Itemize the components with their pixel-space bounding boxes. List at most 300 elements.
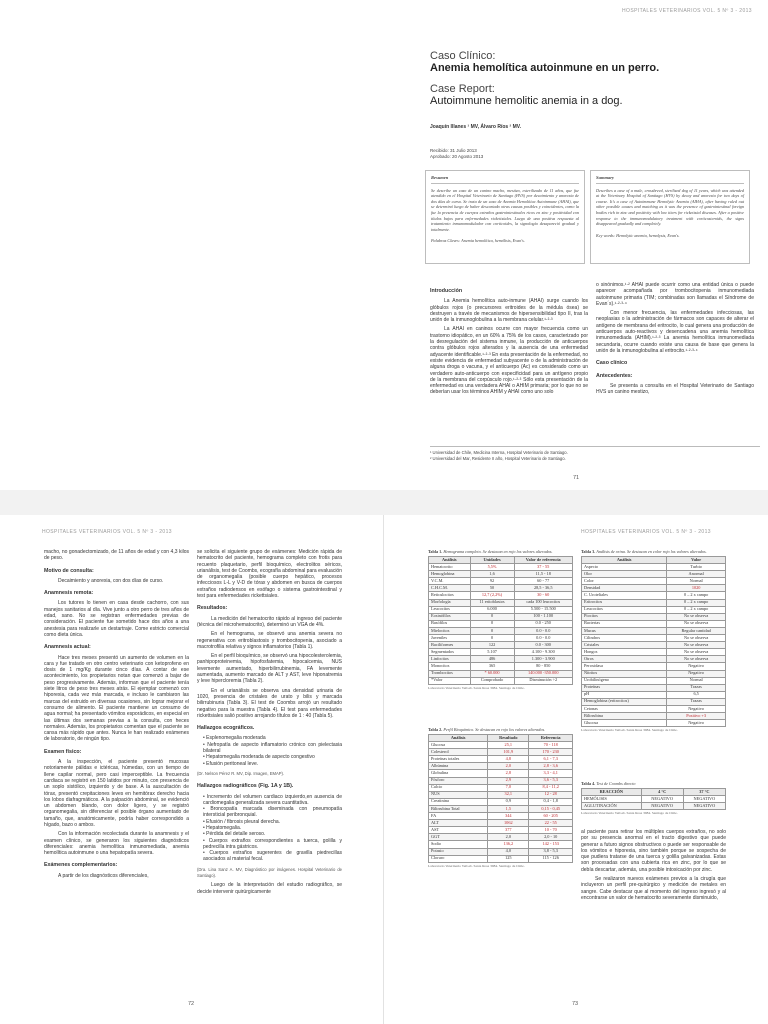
abstract-en — [590, 170, 750, 264]
table-cell: 10 - 70 — [529, 827, 573, 834]
table-row — [429, 848, 573, 855]
table-cell: Creatinina — [429, 798, 488, 805]
table-cell: 4.100 - 9.300 — [514, 649, 572, 656]
table-row — [582, 670, 726, 677]
table-cell: 486 — [470, 656, 514, 663]
table-cell: 2,0 — [488, 763, 529, 770]
table-1-block — [428, 549, 573, 690]
keywords-es: Palabras Claves: Anemia hemolítica, hemólisis, Evan's. — [431, 238, 525, 244]
table-cell: 28,5 - 36,5 — [514, 585, 572, 592]
table-row — [429, 606, 573, 613]
table-cell: V.C.M. — [429, 578, 471, 585]
table-header: Resultado — [488, 735, 529, 742]
p71-column-right — [596, 282, 754, 398]
table-cell: Hongos — [582, 649, 667, 656]
table-row — [429, 564, 573, 571]
table-cell: Juveniles — [429, 635, 471, 642]
running-header: HOSPITALES VETERINARIOS VOL. 5 Nº 3 - 2013 — [581, 529, 711, 535]
table-cell: Baciliformes — [429, 642, 471, 649]
table-cell: Negativo — [667, 670, 726, 677]
table-cell: 3,8 - 5,3 — [529, 848, 573, 855]
table-cell: 377 — [488, 827, 529, 834]
intro-paragraph: La AHAI en caninos ocurre con mayor frecuencia como un trastorno idiopático, en un 60% a 75% de los casos, caracterizado por la desregulación del sistema inmune, la producción de anticuerpos contra glóbulos rojos alterados y la ausencia de una enfermedad adyacente identificable.¹·²·³ En esta presentación de la enfermedad, no existe evidencia de enfermedad subyacente o de la administración de alguna droga o vacuna, y el anticuerpo (Ac) es considerado como un verdadero auto-anticuerpo con especificidad para un antígeno propio de la membrana del corpúsculo rojo.¹·²·³ Sólo esta presentación de la enfermedad es una verdadera AHAI o AHIM primaria; por lo que no se deberían usar los términos AHIM y AHAI como uno solo — [430, 326, 588, 396]
table-row — [429, 642, 573, 649]
list-item: • Pérdida del detalle seroso. — [203, 831, 342, 837]
body-paragraph: Hace tres meses presentó un aumento de volumen en la cara y fue tratado en otro centro veterinario con ketoprofeno en dosis de 1 mg/Kg durante cinco días. A contar de ese acontecimiento, los propietarios notan que comenzó a bajar de peso progresivamente. Además, informan que el paciente tenía siete litros de peso tres meses atrás. El ejemplar comenzó con hiporexia, cada vez más marcada, e incluso le cambiaron las marcas del estruido en diversas ocasiones, sin lograr mejorar el consumo de alimento. El paciente mantiene un consumo de agua normal; ha presentado vómitos esporádicos, en especial en las últimas dos semanas previas a la consulta, con heces normales. Además, los propietarios comentan que el paciente se cansa más rápido que antes. Nunca le han realizado exámenes de laboratorio, de ningún tipo. — [44, 654, 189, 743]
article-title-es: Anemia hemolítica autoinmune en un perro. — [430, 62, 660, 74]
keywords-en: Key words: Hemolytic anemia, hemolysis, Evan's. — [596, 232, 680, 238]
table-cell: No se observa — [667, 613, 726, 620]
body-paragraph: Los tutores lo tienen en casa desde cachorro, con sus manejos sanitarios al día. Vive junto a otro perro de tres años de edad, sano. No se registran enfermedades previas de consideración. El paciente fue sometido hace dos años a una anestesia para realizarle un destartraje. Come estricto comercial como dieta única. — [44, 600, 189, 638]
table-cell: Morfología — [429, 599, 471, 606]
table-row — [582, 599, 726, 606]
table-cell: Anormal — [667, 571, 726, 578]
abstract-en-text: Describes a case of a male, crossbreed, sterilized dog of 11 years, which was attended at the Veterinary Hospital of Santiago (HVS) by decay and anorexia for two days of course. It's a case of Autoimmune Hemolytic Anemia (AIHA), after having ruled out other possible causes and matching as it was the presence of gastrointestinal foreign bodies rich in zinc and positivity with low titers for rickettsial diseases. After a positive response to the immunomodulatory treatment with corticosteroids, the signs disappeared gradually and completely. — [596, 187, 744, 227]
table-cell: 12 - 28 — [529, 791, 573, 798]
table-cell: Trombocitos — [429, 670, 471, 677]
table-row — [582, 592, 726, 599]
table-cell: Segmentados — [429, 649, 471, 656]
article-title-block — [430, 50, 750, 107]
rx-list — [203, 794, 342, 863]
table-row — [429, 798, 573, 805]
table-cell: Mielocitos — [429, 627, 471, 634]
list-item: • Nefropatía de aspecto inflamatorio crónico con pielectasia bilateral — [203, 742, 342, 755]
table-cell: Otros — [582, 656, 667, 663]
table-cell: Calcio — [429, 784, 488, 791]
table-cell: 50 — [470, 585, 514, 592]
table-3-source: Laboratorio Veterinario VetLab. Santa Rosa 3984. Santiago de Chile. — [581, 728, 678, 733]
page-number: 71 — [573, 475, 580, 481]
table-cell: 0.0 - 300 — [514, 642, 572, 649]
table-row — [582, 713, 726, 720]
table-cell: 6,5 — [667, 691, 726, 698]
table-cell: 0.0 - 250 — [514, 620, 572, 627]
table-2-body — [429, 742, 573, 863]
body-paragraph: al paciente para retirar los múltiples cuerpos extraños, no solo por su presencia anormal en el tracto digestivo que puede generar a futuro signos obstructivos o puede ser responsable de los vómitos e hiporexia, sino también porque se sospecha de que pudiera tratarse de una tuerca y golilla galvanizadas. Estas son procesadas con una cubierta rica en zinc, por lo que se debía descartar, además, una posible intoxicación por zinc. — [581, 829, 726, 873]
table-cell: Trazas — [667, 698, 726, 705]
table-cell: Trazas — [667, 684, 726, 691]
table-cell: 7,0 — [488, 784, 529, 791]
table-cell: 125 — [488, 855, 529, 862]
table-2-source: Laboratorio Veterinario VetLab. Santa Rosa 3984. Santiago de Chile. — [428, 863, 525, 868]
table-row — [582, 649, 726, 656]
table-row — [582, 585, 726, 592]
table-cell: Bilirrubina — [582, 713, 667, 720]
table-row — [429, 813, 573, 820]
table-row — [429, 627, 573, 634]
table-1-source: Laboratorio Veterinario VetLab. Santa Rosa 3984. Santiago de Chile. — [428, 685, 525, 690]
table-cell: 1.300 - 3.900 — [514, 656, 572, 663]
table-cell: 0 – 2 x campo — [667, 599, 726, 606]
table-cell: 140.000 -350.000 — [514, 670, 572, 677]
table-row — [582, 606, 726, 613]
body-paragraph: o sinónimos.¹·² AHAI puede ocurrir como una entidad única o puede aparecer acompañada por trombocitopenia inmunomediada autoinmune primaria (TIM; combinadas son llamadas el Síndrome de Evan´s).¹·²·³·⁴ — [596, 282, 754, 307]
table-cell: 122 — [470, 642, 514, 649]
table-row — [582, 635, 726, 642]
complementarios-heading: Exámenes complementarios: — [44, 862, 118, 869]
table-cell: ALT — [429, 820, 488, 827]
table-row — [429, 670, 573, 677]
table-cell: Fósforo — [429, 777, 488, 784]
table-row — [582, 663, 726, 670]
abstract-es — [425, 170, 585, 264]
table-cell: 1,5 — [488, 805, 529, 812]
rx-credit: (Dra. Lina Sanz A. MV, Diagnóstico por imágenes. Hospital Veterinario de Santiago). — [197, 866, 342, 879]
table-cell: NEGATIVO — [641, 803, 683, 810]
table-cell: Aspecto — [582, 564, 667, 571]
table-cell: Basófilos — [429, 620, 471, 627]
table-cell: 1062 — [488, 820, 529, 827]
table-cell: 0 – 2 x campo — [667, 606, 726, 613]
table-cell: 3,3 - 4,1 — [529, 770, 573, 777]
table-cell: Hematocrito — [429, 564, 471, 571]
table-cell: Proteínas — [582, 684, 667, 691]
table-cell: 0.0 - 0.0 — [514, 635, 572, 642]
running-header: HOSPITALES VETERINARIOS VOL. 5 Nº 3 - 2013 — [42, 529, 172, 535]
table-row — [429, 571, 573, 578]
table-row — [582, 564, 726, 571]
table-row — [429, 820, 573, 827]
table-cell: C.H.C.M. — [429, 585, 471, 592]
table-cell: Sodio — [429, 841, 488, 848]
table-row — [582, 613, 726, 620]
table-cell: 0,4 - 1,8 — [529, 798, 573, 805]
table-cell: Hemoglobina — [429, 571, 471, 578]
table-row — [582, 803, 726, 810]
table-cell: Color — [582, 578, 667, 585]
table-row — [429, 635, 573, 642]
table-cell: Peroxidasa — [582, 663, 667, 670]
table-1-body — [429, 564, 573, 685]
table-cell: Bacterias — [582, 620, 667, 627]
body-paragraph: En el perfil bioquímico, se observó una hipocolesterolemia, panhipoproteinemia, hipofosfatemia, hipocalcemia, NUS levemente aumentado, hiperbilirrubinemia, FA levemente aumentada, aumento marcado de ALT y AST, leve hiponatremia y leve hipercloremia (Tabla 2). — [197, 653, 342, 685]
footnote: ¹ Universidad de Chile, Medicina Interna, Hospital Veterinario de Santiago. — [430, 450, 568, 455]
table-cell: C. Uroteliales — [582, 592, 667, 599]
table-cell: 70 - 118 — [529, 742, 573, 749]
intro-paragraph: La Anemia hemolítica auto-inmune (AHAI) surge cuando los glóbulos rojos (o precursores eritroides de la médula ósea) se destruyen a través de mecanismos de hipersensibilidad tipo II, tras la unión de la inmunoglobulina a la membrana celular.¹·²·³ — [430, 298, 588, 324]
body-paragraph: Se realizaron nuevos exámenes previos a la cirugía que incluyeron un perfil pre-quirúrgico y medición de metales en sangre. Cabe destacar que al momento del ingreso ingresó y al encontrarse un valor de hematocrito severamente disminuido, — [581, 876, 726, 901]
table-cell: Albúmina — [429, 763, 488, 770]
table-row — [582, 684, 726, 691]
table-cell: Leucocitos — [429, 606, 471, 613]
table-row — [582, 698, 726, 705]
table-header: Referencia — [529, 735, 573, 742]
table-row — [582, 620, 726, 627]
table-row — [582, 571, 726, 578]
table-cell: 80 - 850 — [514, 663, 572, 670]
table-cell: NEGATIVO — [683, 803, 725, 810]
table-cell: 37 - 55 — [514, 564, 572, 571]
table-row — [429, 777, 573, 784]
table-cell: Glucosa — [429, 742, 488, 749]
table-cell: 12,7 (2,2%) — [470, 592, 514, 599]
table-cell: 11,5 - 18 — [514, 571, 572, 578]
body-paragraph: A partir de los diagnósticos diferenciales, — [58, 872, 149, 879]
page-73 — [384, 515, 768, 1024]
table-cell: 0.0 - 0.0 — [514, 627, 572, 634]
table-cell: 2,8 - 3,6 — [529, 763, 573, 770]
table-row — [582, 656, 726, 663]
table-cell: 136,2 — [488, 841, 529, 848]
article-dates — [430, 148, 483, 160]
table-4-block — [581, 781, 726, 815]
table-cell: 3,6 - 5,3 — [529, 777, 573, 784]
abstract-es-heading: Resumen — [431, 175, 579, 184]
table-row — [429, 855, 573, 862]
table-row — [429, 663, 573, 670]
body-paragraph: macho, no gonadectomizado, de 11 años de edad y con 4,3 kilos de peso. — [44, 549, 189, 562]
table-cell: Cilindros — [582, 635, 667, 642]
list-item: • Hepatomegalia moderada de aspecto congestivo — [203, 754, 342, 760]
approved-date: Aprobado: 20 Agosto 2013 — [430, 154, 484, 159]
table-cell: Nitritos — [582, 670, 667, 677]
list-item: • Esplenomegalia moderada — [203, 735, 342, 741]
table-cell: Disminución ÷2 — [514, 677, 572, 684]
table-row — [429, 784, 573, 791]
table-row — [582, 796, 726, 803]
table-row — [429, 827, 573, 834]
running-header: HOSPITALES VETERINARIOS VOL. 5 Nº 3 - 2013 — [622, 8, 752, 14]
table-header: Valor — [667, 557, 726, 564]
article-title-en: Autoimmune hemolitic anemia in a dog. — [430, 95, 623, 107]
list-item: • Incremento del volumen cardiaco izquierdo,en ausencia de cardiomegalia generalizada severa cuantitativa. — [203, 794, 342, 807]
table-cell: Urobilinógeno — [582, 677, 667, 684]
table-cell: FA — [429, 813, 488, 820]
table-cell: 32,1 — [488, 791, 529, 798]
table-cell: Eritrocitos — [582, 599, 667, 606]
table-cell: 25,1 — [488, 742, 529, 749]
consulta-heading: Motivo de consulta: — [44, 567, 94, 574]
table-cell: 60 - 77 — [514, 578, 572, 585]
table-3-caption: Tabla 3. Análisis de orina. Se destacan en color rojo los valores alterados. — [581, 549, 707, 554]
table-row — [429, 841, 573, 848]
list-item: • Broncopatía marcada diseminada con pneumopatía intersticial peribronquial. — [203, 806, 342, 819]
table-row — [429, 599, 573, 606]
table-cell: Turbio — [667, 564, 726, 571]
table-4 — [581, 788, 726, 810]
table-cell: GGT — [429, 834, 488, 841]
table-cell: HEMÓLISIS — [582, 796, 642, 803]
antecedentes-heading: Antecedentes: — [596, 372, 633, 379]
table-row — [429, 649, 573, 656]
table-cell: NUS — [429, 791, 488, 798]
remota-heading: Anamnesis remota: — [44, 590, 94, 597]
page-72 — [0, 515, 384, 1024]
table-cell: Monocitos — [429, 663, 471, 670]
table-cell: Hemoglobina (eritrocitos) — [582, 698, 667, 705]
table-cell: 22 - 55 — [529, 820, 573, 827]
table-cell: 0 — [470, 613, 514, 620]
table-cell: * 60.000 — [470, 670, 514, 677]
table-cell: Bilirrubina Total — [429, 805, 488, 812]
table-2 — [428, 734, 573, 863]
table-cell: 6.000 — [470, 606, 514, 613]
list-item: • Cuerpos extraños correspondientes a tuerca, golilla y pedrecilla intra gástricos. — [203, 838, 342, 851]
intro-heading: Introducción — [430, 288, 463, 294]
table-3-block — [581, 549, 726, 732]
table-cell: Potasio — [429, 848, 488, 855]
footnotes — [430, 446, 760, 461]
table-cell: AGLUTINACIÓN — [582, 803, 642, 810]
table-cell: Negativo — [667, 663, 726, 670]
body-paragraph: A la inspección, el paciente presentó mucosas notoriamente pálidas e ictéricas, húmedas, con un tiempo de llene capilar normal, pero casi imperceptible. La frecuencia cardiaca se registró en 150 latidos por minuto, con presencia de un soplo sistólico, izquierdo y de base. A la auscultación de tórax, presentó crepitaciones leves en hemitórax derecho hacia los lobos diafragmáticos. A la palpación abdominal, se evidenció un abdomen blando, con dolor ligero, y se registró organomegalia, sin diferenciar el posible órgano aumentado de tamaño, que, anatómicamente, podría haber correspondido a hígado, bazo o ambos. — [44, 759, 189, 828]
table-2-caption: Tabla 2. Perfil Bioquímico. Se destacan en rojo los valores alterados. — [428, 727, 546, 732]
table-row — [429, 613, 573, 620]
table-cell: Negativo — [667, 705, 726, 712]
table-cell: No se observa — [667, 656, 726, 663]
table-cell: NEGATIVO — [683, 796, 725, 803]
table-row — [582, 677, 726, 684]
abstract-es-text: Se describe un caso de un canino macho, mestizo, esterilizado de 11 años, que fue atendido en el Hospital Veterinario de Santiago (HVS) por decaimiento y anorexia de dos días de curso. Se trata de un caso de Anemia Hemolítica Autoinmune (AHAI), que se determinó luego de haber descartado otras causas posibles y coincidentes, como la fue la presencia de cuerpos extraños gastrointestinales ricos en zinc y positividad con títulos bajos para enfermedades rickettsiales. Luego de una positiva respuesta al tratamiento inmunomodulador con corticoides, la signología desapareció gradual y totalmente. — [431, 187, 579, 232]
table-row — [582, 627, 726, 634]
actual-heading: Anamnesis actual: — [44, 644, 91, 651]
abstract-en-heading: Summary — [596, 175, 744, 184]
list-item: • Hepatomegalia. — [203, 825, 342, 831]
list-item: • Efusión peritoneal leve. — [203, 761, 342, 767]
table-row — [582, 705, 726, 712]
table-header: 37 °C — [683, 789, 725, 796]
kicker-es: Caso Clínico: — [430, 50, 496, 62]
footnote: ² Universidad del Mar, Residente II año, Hospital Veterinario de Santiago. — [430, 455, 566, 461]
table-cell: NEGATIVO — [641, 796, 683, 803]
table-cell: 30 - 60 — [514, 592, 572, 599]
table-row — [429, 620, 573, 627]
table-4-caption: Tabla 4. Test de Coombs directo — [581, 781, 636, 786]
table-header: 4 °C — [641, 789, 683, 796]
body-paragraph: Con la información recolectada durante la anamnesis y el examen clínico, se generaron los siguientes diagnósticos diferenciales: anemia hemolítica inmunomediada, anemia hemolítica autoinmune o una hepatopatía severa. — [44, 831, 189, 857]
received-date: Recibido: 31 Julio 2013 — [430, 148, 477, 153]
table-1-caption: Tabla 1. Hemograma completo. Se destacan en rojo los valores alterados. — [428, 549, 553, 554]
table-cell: Linfocitos — [429, 656, 471, 663]
table-row — [582, 720, 726, 727]
table-row — [582, 642, 726, 649]
table-row — [429, 592, 573, 599]
table-cell: Negativo — [667, 720, 726, 727]
table-cell: Leucocitos — [582, 606, 667, 613]
body-paragraph: Decaimiento y anorexia, con dos días de curso. — [58, 577, 164, 584]
case-heading: Caso clínico — [596, 360, 628, 367]
body-paragraph: Luego de la interpretación del estudio radiográfico, se decide intervenir quirúrgicamente — [197, 882, 342, 895]
resultados-heading: Resultados: — [197, 605, 228, 612]
table-cell: pH — [582, 691, 667, 698]
table-cell: 365 — [470, 663, 514, 670]
table-row — [582, 691, 726, 698]
table-cell: Regular cantidad — [667, 627, 726, 634]
table-cell: 11 eritoblastos — [470, 599, 514, 606]
table-cell: Globulina — [429, 770, 488, 777]
table-cell: 4,8 — [488, 756, 529, 763]
table-cell: *Valor — [429, 677, 471, 684]
table-cell: Comprobado — [470, 677, 514, 684]
table-cell: 1,6 — [470, 571, 514, 578]
body-paragraph: se solicita el siguiente grupo de exámenes: Medición rápida de hematocrito del paciente, hemograma completo con frotis para recuento plaquetario, perfil bioquímico, electrolitos séricos, urianálisis, test de Coombs, ecografía abdominal para evaluación de organomegalia (posible cuerpo hepático, procesos infecciosos L-L y V-D de tórax y abdomen en busca de cuerpos extraños radiodensos en esófago o sistema gastrointestinal y test para enfermedades rickettsiales. — [197, 549, 342, 600]
table-cell: 2,0 — [488, 834, 529, 841]
table-cell: Cetonas — [582, 705, 667, 712]
table-cell: Reticulocitos — [429, 592, 471, 599]
table-cell: 1020 — [667, 585, 726, 592]
table-cell: 170 - 230 — [529, 749, 573, 756]
table-3 — [581, 556, 726, 727]
table-cell: 0 – 2 x campo — [667, 592, 726, 599]
page-71 — [0, 0, 768, 490]
table-cell: Piocitos — [582, 613, 667, 620]
table-cell: 142 - 153 — [529, 841, 573, 848]
p71-column-left — [430, 282, 588, 399]
table-cell: Eosinófilos — [429, 613, 471, 620]
table-row — [429, 742, 573, 749]
table-cell: 344 — [488, 813, 529, 820]
table-cell: No se observa — [667, 642, 726, 649]
table-2-block — [428, 727, 573, 868]
table-cell: 0 — [470, 620, 514, 627]
body-paragraph: En el hemograma, se observó una anemia severa no regenerativa con eritroblastosis y trombocitopenia, asociado a macrotrofilia relativa y signos inflamatorios (Tabla 1). — [197, 631, 342, 650]
table-cell: No se observa — [667, 649, 726, 656]
eco-credit: (Dr. Nelson Pérez R. MV, Dip. Imagen, EMAP). — [197, 770, 285, 776]
table-cell: 4,0 — [488, 848, 529, 855]
table-row — [429, 656, 573, 663]
body-paragraph: La medición del hematocrito rápido al ingreso del paciente (técnica del microhematocrito), determinó un VGA de 4%. — [197, 615, 342, 628]
rx-heading: Hallazgos radiográficos (Fig. 1A y 1B). — [197, 783, 294, 790]
table-cell: 2,8 — [488, 770, 529, 777]
table-cell: 5.500 - 15.500 — [514, 606, 572, 613]
table-cell: cada 100 leucocitos — [514, 599, 572, 606]
table-cell: 0 — [470, 635, 514, 642]
table-cell: 92 — [470, 578, 514, 585]
body-paragraph: Se presenta a consulta en el Hospital Veterinario de Santiago HVS un canino mestizo, — [596, 382, 754, 396]
table-row — [429, 834, 573, 841]
table-row — [429, 770, 573, 777]
body-paragraph: Con menor frecuencia, las enfermedades infecciosas, las neoplasias o la administración de fármacos son capaces de alterar el antígeno de membrana del eritrocito, lo cual genera una producción de anticuerpos auto-reactivos y desencadena una anemia hemolítica inmunomediada (AHIM).¹·²·³ La anemia hemolítica inmunomediada secundaria, ocurre cuando existe una causa de base que genera la unión de la inmunoglobulina al eritrocito.¹·²·³·⁴ — [596, 310, 754, 354]
page-number: 73 — [572, 1001, 579, 1007]
table-header: Unidades — [470, 557, 514, 564]
table-cell: 0,9 — [488, 798, 529, 805]
table-cell: 5,5% — [470, 564, 514, 571]
table-4-source: Laboratorio Veterinario VetLab. Santa Rosa 3984. Santiago de Chile. — [581, 811, 678, 816]
table-row — [582, 578, 726, 585]
table-cell: Mucus — [582, 627, 667, 634]
table-row — [429, 677, 573, 684]
table-cell: 2,9 — [488, 777, 529, 784]
table-row — [429, 763, 573, 770]
table-row — [429, 791, 573, 798]
table-cell: Glucosa — [582, 720, 667, 727]
eco-heading: Hallazgos ecográficos. — [197, 725, 255, 732]
table-cell: Normal — [667, 677, 726, 684]
authors: Joaquín Illanes ¹ MV, Álvaro Ríos ² MV. — [430, 124, 522, 130]
table-cell: Normal — [667, 578, 726, 585]
body-paragraph: En el urianálisis se observa una densidad urinaria de 1020, presencia de cristales de urato y bilis y marcada bilirrubinuria (Tabla 3). El test de Coombs arrojó un resultado negativo para la muestra (Tabla 4). El test para enfermedades rickettsiales salió positivo arrojando títulos de 1 : 40 (Tabla 5). — [197, 687, 342, 719]
table-cell: 0 — [470, 627, 514, 634]
table-cell: 100 - 1.100 — [514, 613, 572, 620]
table-cell: 60 - 205 — [529, 813, 573, 820]
table-cell: Cloruro — [429, 855, 488, 862]
table-cell: Densidad — [582, 585, 667, 592]
table-row — [429, 756, 573, 763]
table-4-body — [582, 796, 726, 810]
table-cell: 6,1 - 7,3 — [529, 756, 573, 763]
table-cell: 2,0 - 10 — [529, 834, 573, 841]
table-header: Análisis — [582, 557, 667, 564]
table-header: Valor de referencia — [514, 557, 572, 564]
p72-column-left — [44, 549, 189, 882]
p73-column-right — [581, 829, 726, 904]
table-header: Análisis — [429, 557, 471, 564]
table-cell: Cristales — [582, 642, 667, 649]
table-row — [429, 805, 573, 812]
table-cell: 0,15 - 0,45 — [529, 805, 573, 812]
table-header: Análisis — [429, 735, 488, 742]
